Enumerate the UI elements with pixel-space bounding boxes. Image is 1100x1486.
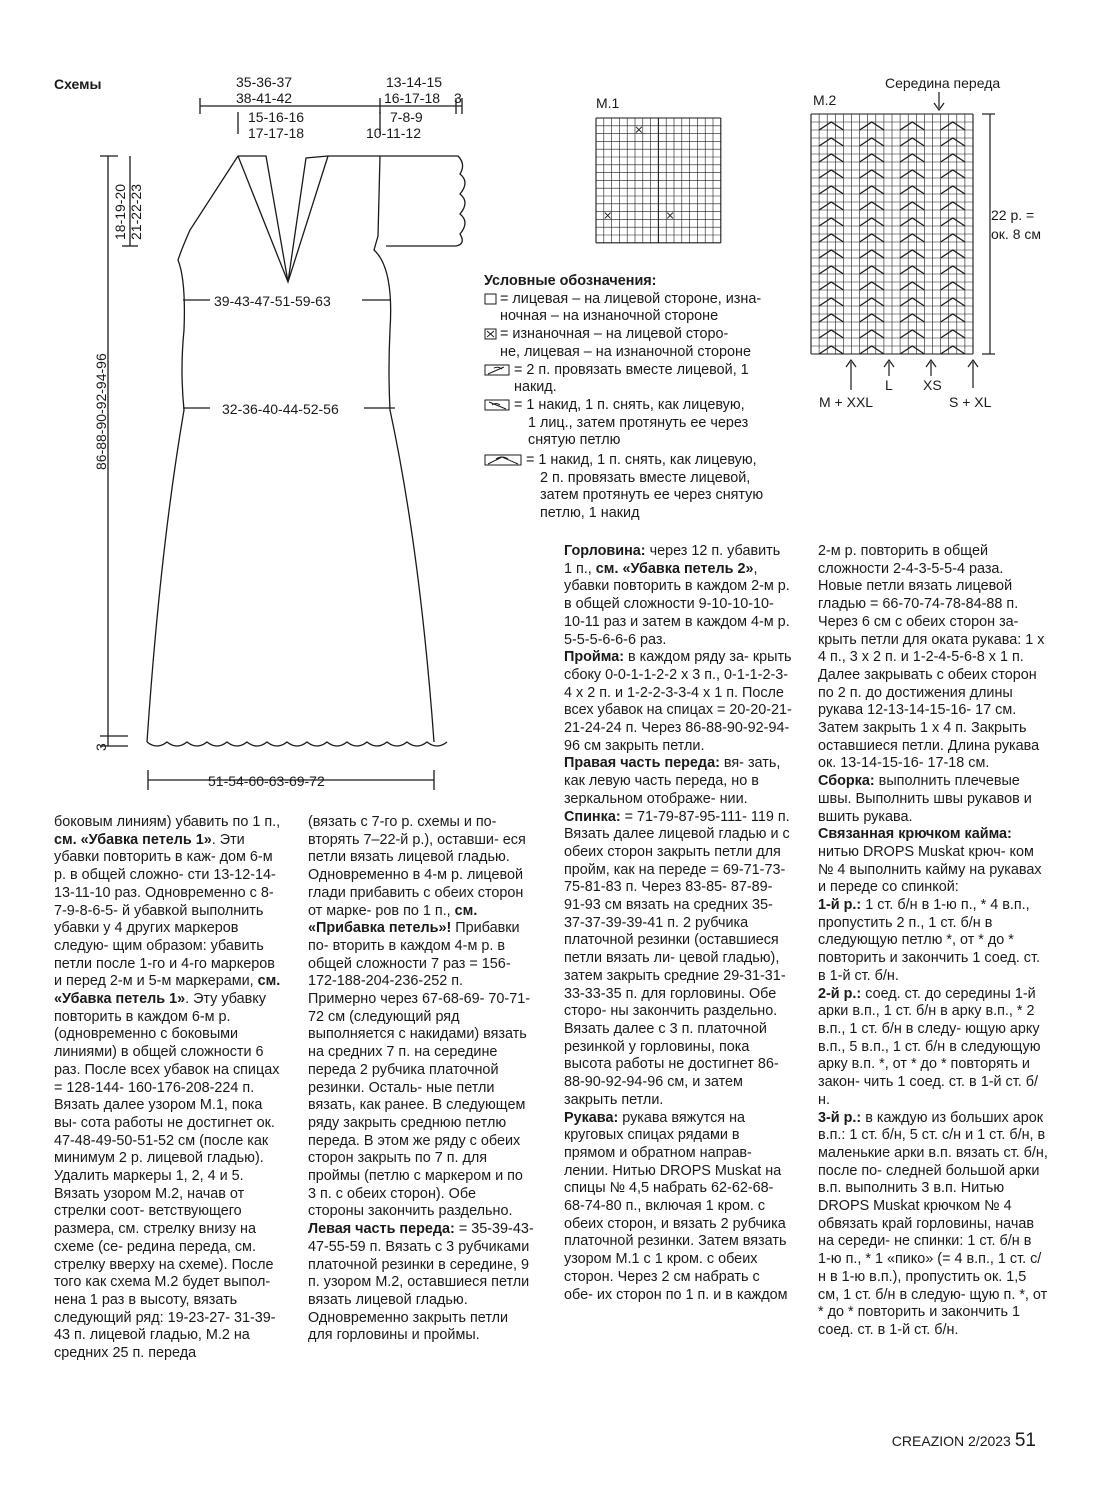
dim-bust: 39-43-47-51-59-63 — [214, 293, 331, 309]
m2-title: M.2 — [813, 92, 837, 108]
page-footer — [892, 1430, 1036, 1452]
m2-rows-1: 22 р. = — [991, 207, 1035, 223]
legend-text: ночная – на изнаночной стороне — [500, 308, 719, 325]
legend-text: 1 лиц., затем протянуть ее через — [528, 414, 749, 431]
dim-shoulder-lower-2: 17-17-18 — [248, 125, 305, 141]
dim-bottom: 51-54-60-63-69-72 — [208, 773, 325, 789]
m1-title: M.1 — [596, 95, 620, 111]
skp-symbol-icon — [484, 399, 512, 411]
m2-rows-2: ок. 8 см — [991, 226, 1041, 242]
text-column-1: боковым линиям) убавить по 1 п., см. «Убавка петель 1». Эти убавки повторить в каж- дом 6-м р. в общей сложно- сти 13-12-14-13-11-10 раз. Одновременно с 8-7-9-8-6-5- й убавкой выполнить убавки у 4 других маркеров следую- щим образом: убавить петли после 1-го и 4-го маркеров и перед 2-м и 5-м маркерами, см. «Убавка петель 1». Эту убавку повторить в каждом 6-м р. (одновременно с боковыми линиями) в общей сложности 6 раз. После всех убавок на спицах = 128-144- 160-176-208-224 п. Вязать далее узором М.1, пока вы- сота работы не достигнет ок. 47-48-49-50-51-52 см (после как минимум 2 р. лицевой гладью). Удалить маркеры 1, 2, 4 и 5. Вязать узором М.2, начав от стрелки соот- ветствующего размера, см. стрелку внизу на схеме (се- редина переда, см. стрелку вверху на схеме). После того как схема М.2 будет выпол- нена 1 раз в высоту, вязать следующий ряд: 19-23-27- 31-39-43 п. лицевой гладью, М.2 на средних 25 п. переда — [54, 814, 281, 1362]
dim-top-right-3: 3 — [454, 90, 462, 106]
m2-size-s-xl: S + XL — [949, 394, 992, 410]
dim-shoulder-lower-1: 15-16-16 — [248, 109, 305, 125]
chart-m1 — [588, 94, 728, 254]
magazine-issue: CREAZION 2/2023 — [891, 1433, 1011, 1449]
legend-text: петлю, 1 накид — [540, 505, 640, 522]
dim-armhole-1: 18-19-20 — [112, 183, 128, 240]
legend-text: накид. — [514, 379, 557, 396]
legend-item-knit: = лицевая – на лицевой стороне, изна- — [484, 291, 814, 309]
legend — [484, 273, 814, 523]
dim-armhole-2: 21-22-23 — [128, 183, 144, 240]
legend-text: снятую петлю — [528, 432, 621, 449]
knit-symbol-icon — [484, 293, 498, 305]
section-title: Схемы — [54, 76, 102, 92]
text-column-4: 2-м р. повторить в общей сложности 2-4-3-5-5-4 раза. Новые петли вязать лицевой гладью = 66-70-74-78-84-88 п. Через 6 см с обеих сторон за- крыть петли для оката рукава: 1 х 4 п., 3 х 2 п. и 1-2-4-5-6-8 х 1 п. Далее закрывать с обеих сторон по 2 п. до достижения длины рукава 12-13-14-15-16- 17 см. Затем закрыть 1 х 4 п. Закрыть оставшиеся петли. Длина рукава ок. 13-14-15-16- 17-18 см. Сборка: выполнить плечевые швы. Выполнить швы рукавов и вшить рукава. Связанная крючком кайма: нитью DROPS Muskat крюч- ком № 4 выполнить кайму на рукавах и переде со спинкой: 1-й р.: 1 ст. б/н в 1-ю п., * 4 в.п., пропустить 2 п., 1 ст. б/н в следующую петлю *, от * до * повторить и закончить 1 соед. ст. в 1-й ст. б/н. 2-й р.: соед. ст. до середины 1-й арки в.п., 1 ст. б/н в арку в.п., * 2 в.п., 1 ст. б/н в следу- ющую арку в.п., 5 в.п., 1 ст. б/н в следующую арку в.п. *, от * до * повторять и закон- чить 1 соед. ст. в 1-й ст. б/н. 3-й р.: в каждую из больших арок в.п.: 1 ст. б/н, 5 ст. с/н и 1 ст. б/н, в маленькие арки в.п. вязать ст. б/н, после по- следней большой арки в.п. выполнить 3 в.п. Нитью DROPS Muskat крючком № 4 обвязать край горловины, начав на середи- не спинки: 1 ст. б/н в 1-ю п., * 1 «пико» (= 4 в.п., 1 ст. с/н в 1-ю в.п.), пропустить ок. 1,5 см, 1 ст. б/н в следую- щую п. *, от * до * повторить и закончить 1 соед. ст. в 1-й ст. б/н. — [818, 543, 1048, 1338]
legend-title: Условные обозначения: — [484, 273, 657, 289]
legend-item-skp: = 1 накид, 1 п. снять, как лицевую, — [484, 397, 814, 415]
text-column-2: (вязать с 7-го р. схемы и по- вторять 7–22-й р.), оставши- еся петли вязать лицевой гладью. Одновременно в 4-м р. лицевой глади прибавить с обеих сторон от марке- ров по 1 п., см. «Прибавка петель»! Прибавки по- вторить в каждом 4-м р. в общей сложности 7 раз = 156-172-188-204-236-252 п. Примерно через 67-68-69- 70-71-72 см (следующий ряд выполняется с накидами) вязать на средних 7 п. на середине переда 2 рубчика платочной резинки. Осталь- ные петли вязать, как ранее. В следующем ряду закрыть среднюю петлю переда. В этом же ряду с обеих сторон закрыть по 7 п. для проймы (петлю с маркером и по 3 п. с обеих сторон). Обе стороны закончить раздельно. Левая часть переда: = 35-39-43-47-55-59 п. Вязать с 3 рубчиками платочной резинки в середине, 9 п. узором М.2, оставшиеся петли вязать лицевой гладью. Одновременно закрыть петли для горловины и проймы. — [308, 814, 534, 1344]
m2-center-label: Середина переда — [885, 75, 1001, 91]
k2tog-symbol-icon — [484, 364, 512, 376]
m2-size-l: L — [885, 377, 893, 393]
legend-item-sk2p: = 1 накид, 1 п. снять, как лицевую, — [484, 452, 814, 470]
page-number: 51 — [1014, 1430, 1036, 1451]
text-column-3: Горловина: через 12 п. убавить 1 п., см. «Убавка петель 2», убавки повторить в каждом 2-м р. в общей сложности 9-10-10-10-10-11 раз и затем в каждом 4-м р. 5-5-5-6-6-6 раз. Пройма: в каждом ряду за- крыть сбоку 0-0-1-1-2-2 х 3 п., 0-1-1-2-3-4 х 2 п. и 1-2-2-3-3-4 х 1 п. После всех убавок на спицах = 20-20-21-21-24-24 п. Через 86-88-90-92-94-96 см закрыть петли. Правая часть переда: вя- зать, как левую часть переда, но в зеркальном отображе- нии. Спинка: = 71-79-87-95-111- 119 п. Вязать далее лицевой гладью и с обеих сторон закрыть петли для пройм, как на переде = 69-71-73- 75-81-83 п. Через 83-85- 87-89-91-93 см вязать на средних 35-37-37-39-39-41 п. 2 рубчика платочной резинки (оставшиеся петли вязать ли- цевой гладью), затем закрыть средние 29-31-31-33-33-35 п. для горловины. Обе сторо- ны закончить раздельно. Вязать далее с 3 п. платочной резинкой у горловины, пока высота работы не достигнет 86-88-90-92-94-96 см, и затем закрыть петли. Рукава: рукава вяжутся на круговых спицах рядами в прямом и обратном направ- лении. Нитью DROPS Muskat на спицы № 4,5 набрать 62-62-68-68-74-80 п., включая 1 кром. с обеих сторон, и вязать 2 рубчика платочной резинки. Затем вязать узором М.1 с 1 кром. с обеих сторон. Через 2 см набрать с обе- их сторон по 1 п. и в каждом — [564, 543, 792, 1303]
m2-size-xs: XS — [923, 377, 942, 393]
dim-length: 86-88-90-92-94-96 — [93, 353, 109, 470]
sk2p-symbol-icon — [484, 454, 524, 466]
legend-text: затем протянуть ее через снятую — [540, 487, 764, 504]
dim-waist: 32-36-40-44-52-56 — [222, 401, 339, 417]
m2-size-m-xxl: M + XXL — [819, 394, 874, 410]
dress-schematic — [90, 70, 490, 800]
dim-top-right-2: 16-17-18 — [384, 90, 441, 106]
chart-m2 — [805, 70, 1065, 420]
legend-text: 2 п. провязать вместе лицевой, — [540, 469, 751, 486]
dim-neck-width: 38-41-42 — [236, 90, 293, 106]
legend-item-purl: = изнаночная – на лицевой сторо- — [484, 326, 814, 344]
legend-item-k2tog: = 2 п. провязать вместе лицевой, 1 — [484, 362, 814, 380]
dim-shoulder: 35-36-37 — [236, 74, 293, 90]
dim-sleeve-2: 10-11-12 — [366, 125, 422, 141]
dim-sleeve-1: 7-8-9 — [390, 109, 423, 125]
dim-top-right-1: 13-14-15 — [386, 74, 443, 90]
legend-text: не, лицевая – на изнаночной стороне — [500, 343, 751, 360]
dim-hem: 3 — [93, 743, 109, 751]
purl-symbol-icon — [484, 328, 498, 340]
